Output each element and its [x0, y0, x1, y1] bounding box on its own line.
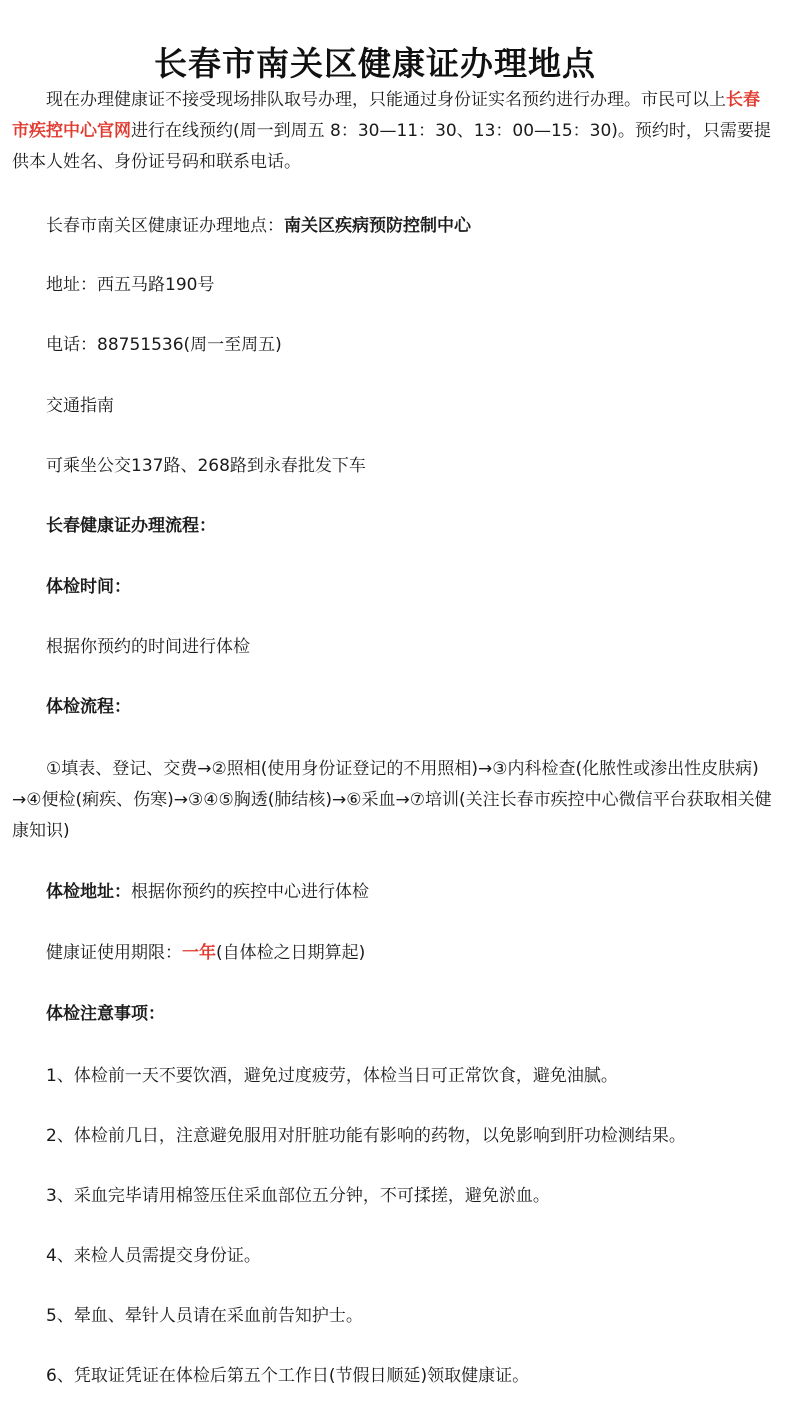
validity-label: 健康证使用期限： — [46, 943, 182, 963]
exam-location-label: 体检地址： — [46, 882, 131, 902]
notes-heading: 体检注意事项： — [46, 1004, 165, 1024]
validity-note: (自体检之日期算起) — [216, 943, 366, 963]
note-item: 5、晕血、晕针人员请在采血前告知护士。 — [46, 1306, 363, 1326]
note-item: 1、体检前一天不要饮酒，避免过度疲劳，体检当日可正常饮食，避免油腻。 — [46, 1066, 618, 1086]
intro-text-before: 现在办理健康证不接受现场排队取号办理，只能通过身份证实名预约进行办理。市民可以上 — [46, 90, 726, 110]
intro-text-after: 进行在线预约(周一到周五 8：30—11：30、13：00—15：30)。预约时，只需要提供本人姓名、身份证号码和联系电话。 — [12, 121, 771, 172]
exam-process-text: ①填表、登记、交费→②照相(使用身份证登记的不用照相)→③内科检查(化脓性或渗出性皮肤病)→④便检(痢疾、伤寒)→③④⑤胸透(肺结核)→⑥采血→⑦培训(关注长春市疾控中心微信平台获取相关健康知识) — [12, 759, 772, 841]
exam-time-heading: 体检时间： — [46, 577, 131, 597]
note-item: 4、来检人员需提交身份证。 — [46, 1246, 261, 1266]
exam-process-heading: 体检流程： — [46, 697, 131, 717]
phone-line: 电话：88751536(周一至周五) — [46, 335, 282, 355]
exam-location-line — [12, 877, 772, 908]
note-item: 3、采血完毕请用棉签压住采血部位五分钟，不可揉搓，避免淤血。 — [46, 1186, 550, 1206]
cdc-website-link[interactable]: 长春市疾控中心官网 — [12, 90, 760, 141]
page-title: 长春市南关区健康证办理地点 — [154, 44, 596, 84]
process-heading: 长春健康证办理流程： — [46, 516, 216, 536]
exam-time-line: 根据你预约的时间进行体检 — [46, 637, 250, 657]
location-value: 南关区疾病预防控制中心 — [284, 216, 471, 236]
location-line — [12, 211, 772, 242]
validity-value: 一年 — [182, 943, 216, 963]
transport-line: 可乘坐公交137路、268路到永春批发下车 — [46, 456, 366, 476]
note-item: 2、体检前几日，注意避免服用对肝脏功能有影响的药物，以免影响到肝功检测结果。 — [46, 1126, 686, 1146]
location-label: 长春市南关区健康证办理地点： — [46, 216, 284, 236]
address-line: 地址：西五马路190号 — [46, 275, 215, 295]
intro-paragraph — [12, 85, 772, 178]
transport-heading: 交通指南 — [46, 396, 114, 416]
note-item: 6、凭取证凭证在体检后第五个工作日(节假日顺延)领取健康证。 — [46, 1366, 530, 1386]
exam-location-value: 根据你预约的疾控中心进行体检 — [131, 882, 369, 902]
validity-line — [12, 938, 772, 969]
